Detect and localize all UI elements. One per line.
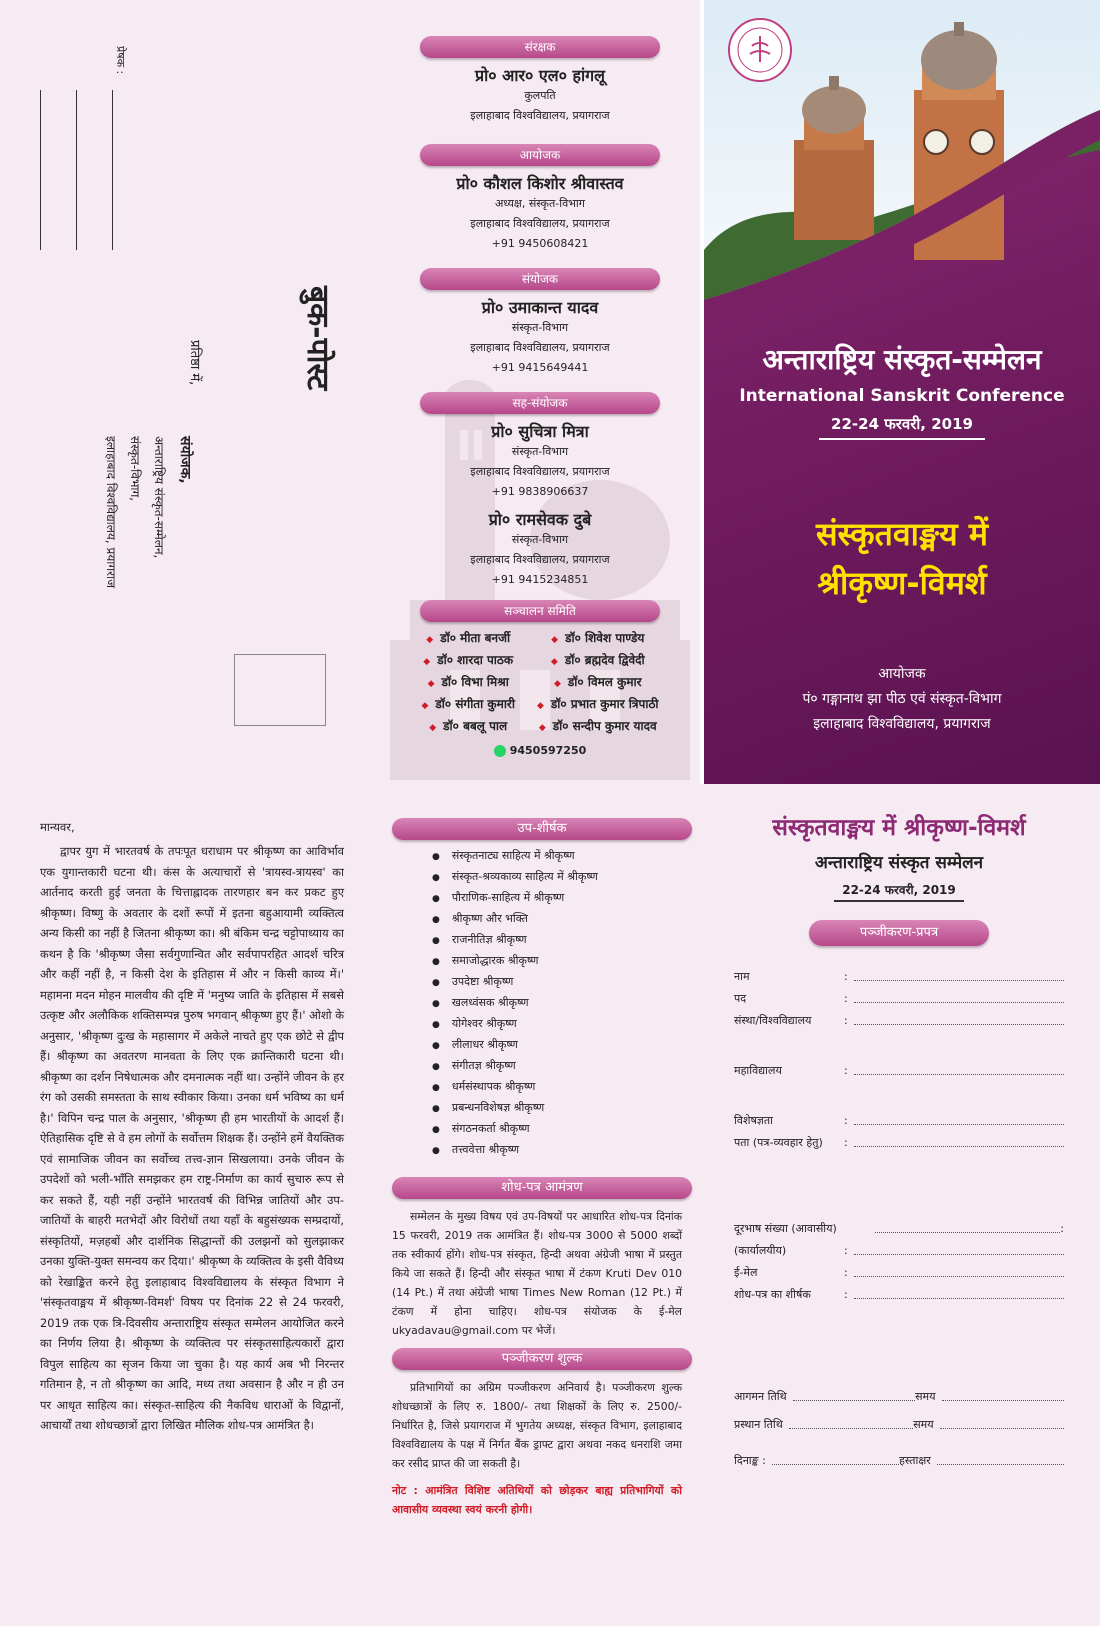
cover-theme-line1: संस्कृतवाङ्मय में [815,515,989,553]
form-row[interactable]: महाविद्यालय : [734,1060,1064,1082]
registration-panel [700,784,1100,1626]
committee-member: ◆ डॉ० संगीता कुमारी [421,694,515,716]
form-title: संस्कृतवाङ्मय में श्रीकृष्ण-विमर्श [772,815,1026,841]
form-label: शोध-पत्र का शीर्षक [734,1288,811,1301]
form-row[interactable]: विशेषज्ञता : [734,1110,1064,1132]
form-input-line[interactable] [854,1110,1064,1125]
co-convenor-line: इलाहाबाद विश्वविद्यालय, प्रयागराज [470,553,610,566]
sender-line [40,90,41,250]
arrival-label: आगमन तिथि [734,1390,787,1403]
form-label: संस्था/विश्वविद्यालय [734,1014,812,1027]
convenor-phone: +91 9415649441 [491,361,589,374]
form-row[interactable]: संस्था/विश्वविद्यालय : [734,1010,1064,1032]
organiser-heading: आयोजक [420,144,660,166]
form-label: पद [734,992,747,1005]
organiser-line: इलाहाबाद विश्वविद्यालय, प्रयागराज [470,217,610,230]
organisers-panel [380,0,700,784]
recipient-prati: प्रतिष्ठा में, [187,340,202,386]
form-label: विशेषज्ञता [734,1114,773,1127]
letter-panel [0,784,380,1626]
fee-text: प्रतिभागियों का अग्रिम पञ्जीकरण अनिवार्य है। पञ्जीकरण शुल्क शोधच्छात्रों के लिए रु. 1800/- तथा शिक्षकों के लिए रु. 2500/- निर्धारित है, जिसे प्रयागराज में भुगतेय अध्यक्ष, संस्कृत विभाग, इलाहाबाद विश्वविद्यालय के पक्ष में निर्गत बैंक ड्राफ्ट द्वारा अथवा नकद धनराशि जमा कर रसीद प्राप्त की जा सकती है। [392,1381,682,1470]
fee-note: नोट : आमंत्रित विशिष्ट अतिथियों को छोड़कर बाह्य प्रतिभागियों को आवासीय व्यवस्था स्वयं करनी होगी। [392,1484,682,1516]
form-label: (कार्यालयीय) [734,1244,787,1257]
committee-member: ◆ डॉ० बबलू पाल [421,716,515,738]
cover-org-label: आयोजक [878,666,926,682]
departure-time-label: समय [913,1418,934,1431]
subtheme-item: ● संस्कृतनाट्य साहित्य में श्रीकृष्ण [432,846,682,867]
form-row[interactable]: पद : [734,988,1064,1010]
form-input-line[interactable] [854,1060,1064,1075]
subtheme-item: ● समाजोद्धारक श्रीकृष्ण [432,951,682,972]
convenor-name: प्रो० उमाकान्त यादव [481,298,599,317]
subtheme-item: ● योगेश्वर श्रीकृष्ण [432,1014,682,1035]
form-input-line[interactable] [854,1262,1064,1277]
form-input-line[interactable] [854,1132,1064,1147]
letter-paragraph: द्वापर युग में भारतवर्ष के तपःपूत धराधाम पर श्रीकृष्ण का आविर्भाव एक युगान्तकारी घटना थी। कंस के अत्याचारों से 'त्रायस्व-त्रायस्व' का आर्तनाद करती हुई जनता के चित्ताह्लादक तारणहार बन कर प्रकट हुए श्रीकृष्ण। विष्णु के अवतार के दशों रूपों में इतना बहुआयामी व्यक्तित्व अन्य किसी का नहीं है जितना श्रीकृष्ण का। श्री बंकिम चन्द्र चट्टोपाध्याय का कथन है कि 'श्रीकृष्ण जैसा सर्वगुणान्वित और सर्वपापरहित आदर्श चरित्र और कहीं नहीं है, न किसी देश के इतिहास में और न किसी काव्य में।' महामना मदन मोहन मालवीय की दृष्टि में 'मनुष्य जाति के इतिहास में सबसे उत्कृष्ट और अलौकिक शक्तिसम्पन्न पुरुष भगवान् श्रीकृष्ण हुए हैं।' ओशो के अनुसार, 'श्रीकृष्ण दुःख के महासागर में अकेले नाचते हुए एक छोटे से द्वीप हैं। श्रीकृष्ण का अवतरण मानवता के लिए एक क्रान्तिकारी घटना थी। श्रीकृष्ण का दर्शन निषेधात्मक और दमनात्मक नहीं था। उन्होंने जीवन के हर रंग को उसकी समस्तता के साथ स्वीकार किया। उनका धर्म भविष्य का धर्म है।' विपिन चन्द्र पाल के अनुसार, 'श्रीकृष्ण ही हम भारतीयों के आदर्श हैं। ऐतिहासिक दृष्टि से वे हम लोगों के सर्वोत्तम शिक्षक हैं। उन्होंने हमें वैयक्तिक एवं सामाजिक जीवन का सर्वोच्च तत्त्व-ज्ञान सिखलाया। उनके जीवन के उपदेशों को भली-भाँति समझकर हम राष्ट्र-निर्माण का कार्य सुचारु रूप से कर सकते हैं, यही नहीं उन्होंने भारतवर्ष की विभिन्न जातियों और उप-जातियों के बाहरी मतभेदों और विरोधों तथा यहाँ के बहुसंख्यक सम्प्रदायों, संस्कृतियों, मज़हबों और दार्शनिक सिद्धान्तों की उलझनों को सुलझाकर उनका युक्ति-युक्त समन्वय कर दिया।' श्रीकृष्ण के व्यक्तित्व के इसी वैविध्य को रेखाङ्कित करने हेतु इलाहाबाद विश्वविद्यालय के संस्कृत विभाग ने 'संस्कृतवाङ्मय में श्रीकृष्ण-विमर्श' विषय पर दिनांक 22 से 24 फरवरी, 2019 तक एक त्रि-दिवसीय अन्ताराष्ट्रिय संस्कृत सम्मेलन आयोजित करने का निर्णय लिया है। श्रीकृष्ण के व्यक्तित्व पर संस्कृतसाहित्यकारों द्वारा विपुल साहित्य का सृजन किया जा चुका है। यह कार्य अब भी निरन्तर गतिमान है, न तो श्रीकृष्ण का आदि, मध्य तथा अवसान है और न ही उन पर आधृत साहित्य का। संस्कृत-साहित्य की नैकविध धाराओं के विद्वानों, आचार्यों तथा शोधच्छात्रों द्वारा लिखित मौलिक शोध-पत्र आमंत्रित है। [40,844,344,1432]
arrival-row[interactable] [734,1386,1064,1408]
form-subtitle: अन्ताराष्ट्रिय संस्कृत सम्मेलन [814,853,984,873]
committee-member: ◆ डॉ० शारदा पाठक [421,650,515,672]
signature-row[interactable] [734,1450,1064,1472]
departure-row[interactable] [734,1414,1064,1436]
subtheme-item: ● तत्त्ववेत्ता श्रीकृष्ण [432,1140,682,1161]
cover-org-line1: पं० गङ्गानाथ झा पीठ एवं संस्कृत-विभाग [802,691,1002,707]
subthemes-heading: उप-शीर्षक [392,818,692,840]
form-row[interactable]: ई-मेल : [734,1262,1064,1284]
patron-line: इलाहाबाद विश्वविद्यालय, प्रयागराज [470,109,610,122]
form-row[interactable]: पता (पत्र-व्यवहार हेतु) : [734,1132,1064,1154]
co-convenor-line: संस्कृत-विभाग [511,533,569,546]
form-input-line[interactable] [854,988,1064,1003]
form-input-line[interactable] [875,1218,1060,1233]
book-post-label: बुक-पोस्ट [300,286,335,391]
subtheme-item: ● लीलाधर श्रीकृष्ण [432,1035,682,1056]
sender-line [112,90,113,250]
co-convenor-heading: सह-संयोजक [420,392,660,414]
fee-heading: पञ्जीकरण शुल्क [392,1348,692,1370]
form-row[interactable]: शोध-पत्र का शीर्षक : [734,1284,1064,1306]
form-heading: पञ्जीकरण-प्रपत्र [809,920,989,946]
signature-label: हस्ताक्षर [899,1454,931,1467]
signature-line[interactable] [937,1450,1064,1465]
form-label: नाम [734,970,750,983]
sender-label: प्रेषक : [114,46,127,75]
letter-salutation: मान्यवर, [40,820,75,834]
subtheme-item: ● उपदेष्टा श्रीकृष्ण [432,972,682,993]
patron-heading: संरक्षक [420,36,660,58]
co-convenor-name: प्रो० सुचित्रा मित्रा [491,422,589,441]
recipient-line-1: संयोजक, [177,436,193,484]
committee-member: ◆ डॉ० प्रभात कुमार त्रिपाठी [537,694,659,716]
patron-name: प्रो० आर० एल० हांगलू [474,66,605,85]
organiser-name: प्रो० कौशल किशोर श्रीवास्तव [456,174,624,193]
co-convenor-phone: +91 9838906637 [491,485,589,498]
cover-title-hi: अन्ताराष्ट्रिय संस्कृत-सम्मेलन [762,343,1042,376]
cover-title-en: International Sanskrit Conference [739,386,1065,406]
subtheme-item: ● संगीतज्ञ श्रीकृष्ण [432,1056,682,1077]
whatsapp-number: 9450597250 [509,744,587,757]
date-line[interactable] [772,1450,899,1465]
committee-member: ◆ डॉ० विभा मिश्रा [421,672,515,694]
subtheme-item: ● पौराणिक-साहित्य में श्रीकृष्ण [432,888,682,909]
form-dates: 22-24 फरवरी, 2019 [834,881,964,902]
co-convenor-line: संस्कृत-विभाग [511,445,569,458]
form-label: दूरभाष संख्या (आवासीय) [734,1222,837,1235]
convenor-heading: संयोजक [420,268,660,290]
papers-text: सम्मेलन के मुख्य विषय एवं उप-विषयों पर आधारित शोध-पत्र दिनांक 15 फरवरी, 2019 तक आमंत्रित हैं। शोध-पत्र 3000 से 5000 शब्दों तक स्वीकार्य होंगे। शोध-पत्र संस्कृत, हिन्दी अथवा अंग्रेजी भाषा में प्रस्तुत किये जा सकते हैं। हिन्दी और संस्कृत भाषा में टंकण Kruti Dev 010 (14 Pt.) में तथा अंग्रेजी भाषा Times New Roman (12 Pt.) में टंकण में होना चाहिए। शोध-पत्र संयोजक के ई-मेल ukyadavau@gmail.com पर भेजें। [392,1210,682,1337]
form-input-line[interactable] [854,1284,1064,1299]
info-panel [380,784,700,1626]
co-convenor-line: इलाहाबाद विश्वविद्यालय, प्रयागराज [470,465,610,478]
address-panel [0,0,380,784]
form-fields [734,966,1064,1472]
committee-member: ◆ डॉ० ब्रह्मदेव द्विवेदी [537,650,659,672]
cover-org-line2: इलाहाबाद विश्वविद्यालय, प्रयागराज [813,716,991,732]
committee-member: ◆ डॉ० शिवेश पाण्डेय [537,628,659,650]
convenor-line: संस्कृत-विभाग [511,321,569,334]
committee-list [380,628,700,738]
form-input-line[interactable] [854,966,1064,981]
subtheme-item: ● संगठनकर्ता श्रीकृष्ण [432,1119,682,1140]
subthemes-list [432,846,682,1161]
form-label: महाविद्यालय [734,1064,782,1077]
arrival-time-label: समय [915,1390,936,1403]
committee-member: ◆ डॉ० विमल कुमार [537,672,659,694]
form-input-line[interactable] [854,1240,1064,1255]
subtheme-item: ● संस्कृत-श्रव्यकाव्य साहित्य में श्रीकृष्ण [432,867,682,888]
arrival-date-line[interactable] [793,1386,915,1401]
co-convenor-phone: +91 9415234851 [491,573,589,586]
form-row[interactable]: (कार्यालयीय) : [734,1240,1064,1262]
subtheme-item: ● श्रीकृष्ण और भक्ति [432,909,682,930]
whatsapp-icon [494,745,506,757]
form-row[interactable]: नाम : [734,966,1064,988]
organiser-phone: +91 9450608421 [491,237,589,250]
subtheme-item: ● प्रबन्धनविशेषज्ञ श्रीकृष्ण [432,1098,682,1119]
form-row[interactable]: दूरभाष संख्या (आवासीय) : [734,1218,1064,1240]
departure-label: प्रस्थान तिथि [734,1418,783,1431]
form-label: ई-मेल [734,1266,758,1279]
organiser-line: अध्यक्ष, संस्कृत-विभाग [495,197,585,210]
arrival-time-line[interactable] [942,1386,1064,1401]
convenor-line: इलाहाबाद विश्वविद्यालय, प्रयागराज [470,341,610,354]
cover-panel [704,0,1100,784]
recipient-line-2: अन्ताराष्ट्रिय संस्कृत-सम्मेलन, [152,436,166,559]
recipient-line-3: संस्कृत-विभाग, [128,436,142,502]
university-seal [726,16,794,84]
patron-line: कुलपति [524,89,556,102]
recipient-line-4: इलाहाबाद विश्वविद्यालय, प्रयागराज [104,436,118,589]
subtheme-item: ● राजनीतिज्ञ श्रीकृष्ण [432,930,682,951]
papers-heading: शोध-पत्र आमंत्रण [392,1177,692,1199]
date-label: दिनाङ्क : [734,1454,766,1467]
committee-member: ◆ डॉ० सन्दीप कुमार यादव [537,716,659,738]
sender-line [76,90,77,250]
departure-date-line[interactable] [789,1414,913,1429]
subtheme-item: ● धर्मसंस्थापक श्रीकृष्ण [432,1077,682,1098]
form-label: पता (पत्र-व्यवहार हेतु) [734,1136,823,1149]
cover-theme-line2: श्रीकृष्ण-विमर्श [817,564,987,602]
whatsapp-contact [380,744,700,757]
stamp-box [234,654,326,726]
committee-member: ◆ डॉ० मीता बनर्जी [421,628,515,650]
committee-heading: सञ्चालन समिति [420,600,660,622]
cover-dates: 22-24 फरवरी, 2019 [819,414,985,440]
form-input-line[interactable] [854,1010,1064,1025]
departure-time-line[interactable] [940,1414,1064,1429]
subtheme-item: ● खलध्वंसक श्रीकृष्ण [432,993,682,1014]
co-convenor-name: प्रो० रामसेवक दुबे [488,510,592,529]
